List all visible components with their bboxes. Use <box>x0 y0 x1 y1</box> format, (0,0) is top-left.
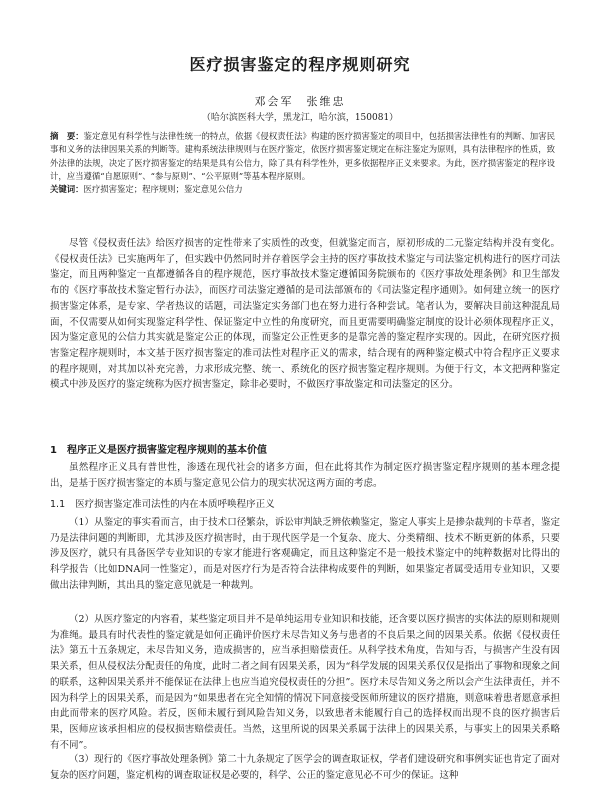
section-1-heading <box>50 441 560 456</box>
subsection-1-1-paragraph-2: （2）从医疗鉴定的内容看，某些鉴定项目并不是单纯运用专业知识和技能，还含要以医疗损害的实体法的原则和规则为准绳。最具有时代表性的鉴定就是如何正确评价医疗未尽告知义务与患者的不良后果之间的因果关系。依据《侵权责任法》第五十五条规定，未尽告知义务，造成损害的，应当承担赔偿责任。从科学技术角度，告知与否，与损害产生没有因果关系，但从侵权法分配责任的角度，此时二者之间有因果关系，因为“科学发展的因果关系仅仅是指出了事物和现象之间的联系，这种因果关系并不能保证在法律上也应当追究侵权责任的分担”。医疗未尽告知义务之所以会产生法律责任，并不因为科学上的因果关系，而是因为“如果患者在完全知情的情况下同意接受医师所建议的医疗措施，则意味着患者愿意承担由此而带来的医疗风险。若反，医师未履行到风险告知义务，以致患者未能履行自己的选择权而出现不良的医疗损害后果，医师应该承担相应的侵权损害赔偿责任。当然，这里所说的因果关系属于法律上的因果关系，与事实上的因果关系略有不同”。 <box>50 614 560 751</box>
subsection-1-1-paragraph-3: （3）现行的《医疗事故处理条例》第二十九条规定了医学会的调查取证权，学者们建设研究和事例实证也肯定了面对复杂的医疗问题，鉴定机构的调查取证权是必要的，科学、公正的鉴定意见必不可少的保证。这种 <box>50 754 560 781</box>
subsection-1-1-title: 医疗损害鉴定准司法性的内在本质呼唤程序正义 <box>75 499 275 510</box>
abstract-text: 鉴定意见有科学性与法律性统一的特点，依据《侵权责任法》构建的医疗损害鉴定的项目中，包括损害法律性有的判断、加害民事和义务的法律因果关系的判断等。建构系统法律规则与在医疗鉴定，依医疗损害鉴定规定在标注鉴定为原则，具有法律程序的性质，致外法律的法规，决定了医疗损害鉴定的结果是具有公信力，除了具有科学性外，更多依据程序正义来要求。为此，医疗损害鉴定的程序设计，应当遵循“自愿原则”、“参与原则”、“公平原则”等基本程序原则。 <box>50 131 555 182</box>
abstract-label: 摘 要： <box>50 131 84 141</box>
intro-paragraph: 尽管《侵权责任法》给医疗损害的定性带来了实质性的改变，但就鉴定而言，原初形成的二元鉴定结构并没有变化。《侵权责任法》已实施两年了，但实践中仍然同时并存着医学会主持的医疗事故技术鉴定与司法鉴定机构进行的医疗司法鉴定，而且两种鉴定一直都遵循各自的程序规范，医疗事故技术鉴定遵循国务院颁布的《医疗事故处理条例》和卫生部发布的《医疗事故技术鉴定暂行办法》，而医疗司法鉴定遵循的是司法部颁布的《司法鉴定程序通则》。如何建立统一的医疗损害鉴定体系，是专家、学者热议的话题，司法鉴定实务部门也在努力进行各种尝试。笔者认为，要解决目前这种混乱局面，不仅需要从如何实现鉴定科学性、保证鉴定中立性的角度研究，而且更需要明确鉴定制度的设计必须体现程序正义，因为鉴定意见的公信力其实就是鉴定公正的体现，而鉴定公正性更多的是靠完善的鉴定程序实现的。因此，在研究医疗损害鉴定程序规则时，本文基于医疗损害鉴定的准司法性对程序正义的需求，结合现有的两种鉴定模式中符合程序正义要求的程序规则，对其加以补充完善，力求形成完整、统一、系统化的医疗损害鉴定程序规则。为便于行文，本文把两种鉴定模式中涉及医疗的鉴定统称为医疗损害鉴定，除非必要时，不做医疗事故鉴定和司法鉴定的区分。 <box>50 238 560 391</box>
abstract <box>50 130 555 184</box>
keywords-text: 医疗损害鉴定；程序规则；鉴定意见公信力 <box>83 184 243 194</box>
article-title: 医疗损害鉴定的程序规则研究 <box>189 55 411 74</box>
subsection-1-1-number: 1.1 <box>50 499 66 510</box>
keywords <box>50 183 555 196</box>
keywords-label: 关键词： <box>50 184 84 194</box>
subsection-1-1-heading <box>50 496 560 510</box>
subsection-1-1-paragraph-1: （1）从鉴定的事实看而言，由于技术口径繁杂，诉讼审判缺乏辨依赖鉴定，鉴定人事实上是掺杂裁判的卡草者，鉴定乃是法律问题的判断即，尤其涉及医疗损害时，由于现代医学是一个复杂、庞大、分类精细、技术不断更新的体系，只要涉及医疗，就只有具备医学专业知识的专家才能进行客观确定，而且这种鉴定不是一般技术鉴定中的纯粹数据对比得出的科学报告（比如DNA同一性鉴定），而是对医疗行为是否符合法律构成要件的判断，如果鉴定者属受适用专业知识，又要做出法律判断，其出具的鉴定意见就是一种裁判。 <box>50 517 560 591</box>
section-1-intro: 虽然程序正义具有普世性，渗透在现代社会的诸多方面，但在此将其作为制定医疗损害鉴定程序规则的基本理念提出，是基于医疗损害鉴定的本质与鉴定意见公信力的现实状况这两方面的考虑。 <box>50 462 560 489</box>
section-1-title: 程序正义是医疗损害鉴定程序规则的基本价值 <box>66 445 267 456</box>
section-1-number: 1 <box>50 445 57 456</box>
author-affiliation: （哈尔滨医科大学，黑龙江，哈尔滨，150081） <box>201 113 399 123</box>
article-authors: 邓会军 张维忠 <box>254 95 346 108</box>
